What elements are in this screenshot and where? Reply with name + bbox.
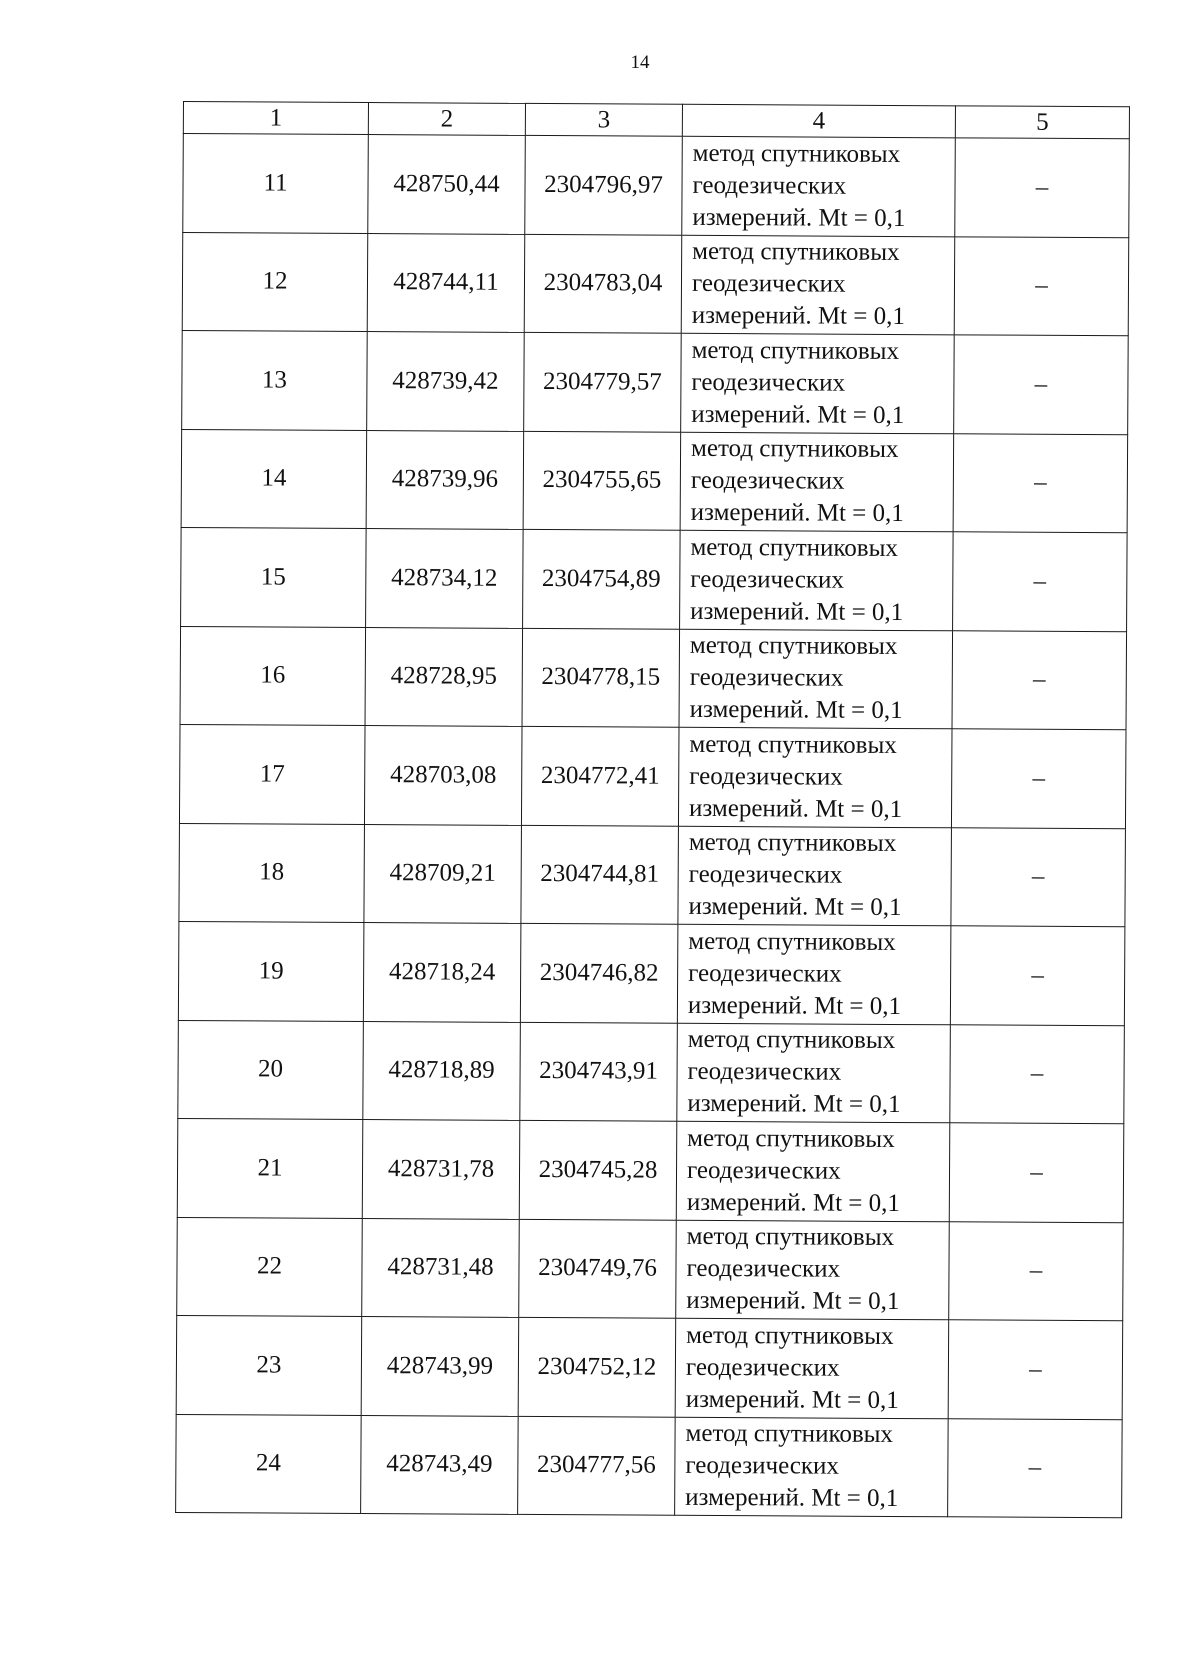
point-number: 14	[181, 429, 367, 529]
coordinate-x: 428731,48	[362, 1218, 520, 1317]
coordinate-x: 428739,96	[366, 430, 524, 529]
method-line: измерений. Mt = 0,1	[692, 203, 906, 232]
method-line: геодезических	[687, 1058, 842, 1086]
measurement-method	[681, 235, 955, 335]
point-number: 13	[182, 330, 368, 430]
method-line: метод спутниковых	[689, 730, 897, 759]
point-note: –	[952, 630, 1127, 729]
method-line: измерений. Mt = 0,1	[685, 1385, 899, 1414]
header-row	[183, 102, 1129, 139]
coordinate-y: 2304743,91	[520, 1022, 678, 1121]
measurement-method	[675, 1318, 949, 1418]
coordinate-x: 428739,42	[367, 332, 525, 431]
coordinate-x: 428709,21	[364, 824, 522, 923]
measurement-method	[681, 333, 955, 433]
measurement-method	[678, 727, 952, 827]
table-row	[179, 823, 1126, 927]
coordinate-y: 2304754,89	[523, 529, 681, 628]
table-row	[179, 724, 1126, 828]
method-line: геодезических	[690, 565, 845, 594]
method-line: измерений. Mt = 0,1	[685, 1484, 899, 1513]
point-note: –	[949, 1123, 1124, 1222]
method-line: метод спутниковых	[686, 1223, 895, 1252]
header-cell: 5	[955, 106, 1129, 139]
method-line: метод спутниковых	[690, 435, 899, 464]
method-line: метод спутниковых	[692, 139, 901, 168]
measurement-method	[677, 1023, 951, 1123]
method-line: метод спутниковых	[688, 829, 897, 858]
method-line: геодезических	[689, 664, 844, 692]
point-note: –	[948, 1418, 1123, 1517]
method-line: геодезических	[691, 270, 846, 298]
measurement-method	[676, 1121, 950, 1221]
method-line: геодезических	[686, 1156, 841, 1185]
point-number: 17	[179, 724, 365, 824]
point-note: –	[948, 1320, 1123, 1419]
coordinate-y: 2304744,81	[521, 825, 679, 924]
measurement-method	[680, 530, 954, 630]
table-row	[181, 429, 1128, 533]
table-row	[176, 1414, 1123, 1518]
method-line: метод спутниковых	[691, 336, 900, 365]
table-row	[177, 1217, 1124, 1321]
coordinate-y: 2304772,41	[521, 726, 679, 825]
table-body	[176, 134, 1130, 1518]
method-line: измерений. Mt = 0,1	[690, 499, 904, 528]
coordinate-x: 428731,78	[362, 1120, 520, 1219]
method-line: геодезических	[692, 171, 847, 200]
coordinates-table	[175, 101, 1130, 1518]
coordinate-y: 2304746,82	[520, 923, 678, 1022]
coordinate-x: 428734,12	[366, 529, 524, 628]
coordinate-x: 428718,24	[363, 923, 521, 1022]
point-number: 16	[180, 626, 366, 726]
method-line: метод спутниковых	[690, 533, 898, 562]
coordinate-y: 2304778,15	[522, 628, 680, 727]
method-line: геодезических	[691, 368, 846, 397]
point-note: –	[953, 433, 1128, 532]
method-line: геодезических	[688, 959, 842, 988]
point-note: –	[951, 729, 1126, 828]
coordinate-x: 428728,95	[365, 627, 523, 726]
table-row	[182, 330, 1129, 434]
point-number: 18	[179, 823, 365, 923]
page-number: 14	[630, 52, 650, 73]
point-number: 23	[176, 1315, 362, 1415]
method-line: метод спутниковых	[692, 238, 900, 267]
point-note: –	[950, 1024, 1125, 1123]
method-line: геодезических	[689, 762, 843, 791]
method-line: измерений. Mt = 0,1	[690, 597, 904, 626]
measurement-method	[677, 924, 951, 1024]
measurement-method	[680, 432, 954, 532]
header-cell: 4	[682, 104, 955, 138]
point-note: –	[954, 335, 1129, 434]
header-cell: 1	[183, 102, 368, 135]
table-row	[181, 527, 1128, 631]
method-line: метод спутниковых	[686, 1321, 894, 1350]
measurement-method	[682, 136, 956, 236]
point-note: –	[955, 138, 1130, 237]
coordinate-y: 2304755,65	[523, 431, 681, 530]
method-line: геодезических	[688, 861, 843, 889]
method-line: метод спутниковых	[689, 632, 898, 661]
method-line: измерений. Mt = 0,1	[687, 1090, 901, 1119]
method-line: геодезических	[690, 467, 845, 495]
method-line: метод спутниковых	[687, 1124, 895, 1153]
method-line: измерений. Mt = 0,1	[691, 400, 905, 429]
method-line: измерений. Mt = 0,1	[691, 302, 905, 331]
point-number: 22	[177, 1217, 363, 1317]
method-line: измерений. Mt = 0,1	[686, 1287, 900, 1316]
method-line: измерений. Mt = 0,1	[688, 794, 903, 823]
coordinate-x: 428743,99	[361, 1317, 519, 1416]
coordinate-y: 2304779,57	[524, 332, 682, 431]
coordinate-y: 2304749,76	[519, 1219, 677, 1318]
header-cell: 3	[525, 103, 682, 136]
method-line: геодезических	[685, 1353, 840, 1382]
table-row	[178, 921, 1125, 1025]
table-header	[183, 102, 1129, 139]
method-line: геодезических	[686, 1255, 841, 1283]
point-note: –	[950, 926, 1125, 1025]
coordinate-x: 428718,89	[363, 1021, 521, 1120]
table-row	[180, 626, 1127, 730]
method-line: метод спутниковых	[688, 927, 896, 956]
method-line: измерений. Mt = 0,1	[686, 1188, 901, 1217]
table-row	[183, 134, 1130, 238]
measurement-method	[679, 629, 953, 729]
coordinate-x: 428744,11	[367, 233, 525, 332]
header-cell: 2	[368, 103, 525, 136]
point-number: 20	[178, 1020, 364, 1120]
coordinate-y: 2304796,97	[525, 135, 683, 234]
point-number: 24	[176, 1414, 362, 1514]
measurement-method	[676, 1220, 950, 1320]
point-number: 21	[177, 1118, 363, 1218]
coordinate-y: 2304745,28	[519, 1120, 677, 1219]
table-row	[176, 1315, 1123, 1419]
method-line: измерений. Mt = 0,1	[687, 991, 902, 1020]
table-row	[182, 232, 1129, 336]
point-note: –	[953, 532, 1128, 631]
coordinate-x: 428750,44	[368, 135, 526, 234]
measurement-method	[675, 1417, 949, 1517]
point-number: 12	[182, 232, 368, 332]
point-note: –	[949, 1221, 1124, 1320]
coordinate-y: 2304783,04	[524, 234, 682, 333]
method-line: измерений. Mt = 0,1	[689, 696, 903, 725]
point-number: 15	[181, 527, 367, 627]
method-line: метод спутниковых	[685, 1420, 894, 1449]
point-number: 11	[183, 134, 369, 234]
method-line: измерений. Mt = 0,1	[688, 893, 902, 922]
point-number: 19	[178, 921, 364, 1021]
method-line: геодезических	[685, 1452, 840, 1480]
coordinate-y: 2304752,12	[518, 1317, 676, 1416]
method-line: метод спутниковых	[687, 1026, 896, 1055]
point-note: –	[954, 236, 1129, 335]
point-note: –	[951, 827, 1126, 926]
table-row	[177, 1118, 1124, 1222]
table-row	[178, 1020, 1125, 1124]
measurement-method	[678, 826, 952, 926]
coordinate-y: 2304777,56	[518, 1416, 676, 1515]
coordinate-x: 428703,08	[364, 726, 522, 825]
coordinate-x: 428743,49	[361, 1415, 519, 1514]
